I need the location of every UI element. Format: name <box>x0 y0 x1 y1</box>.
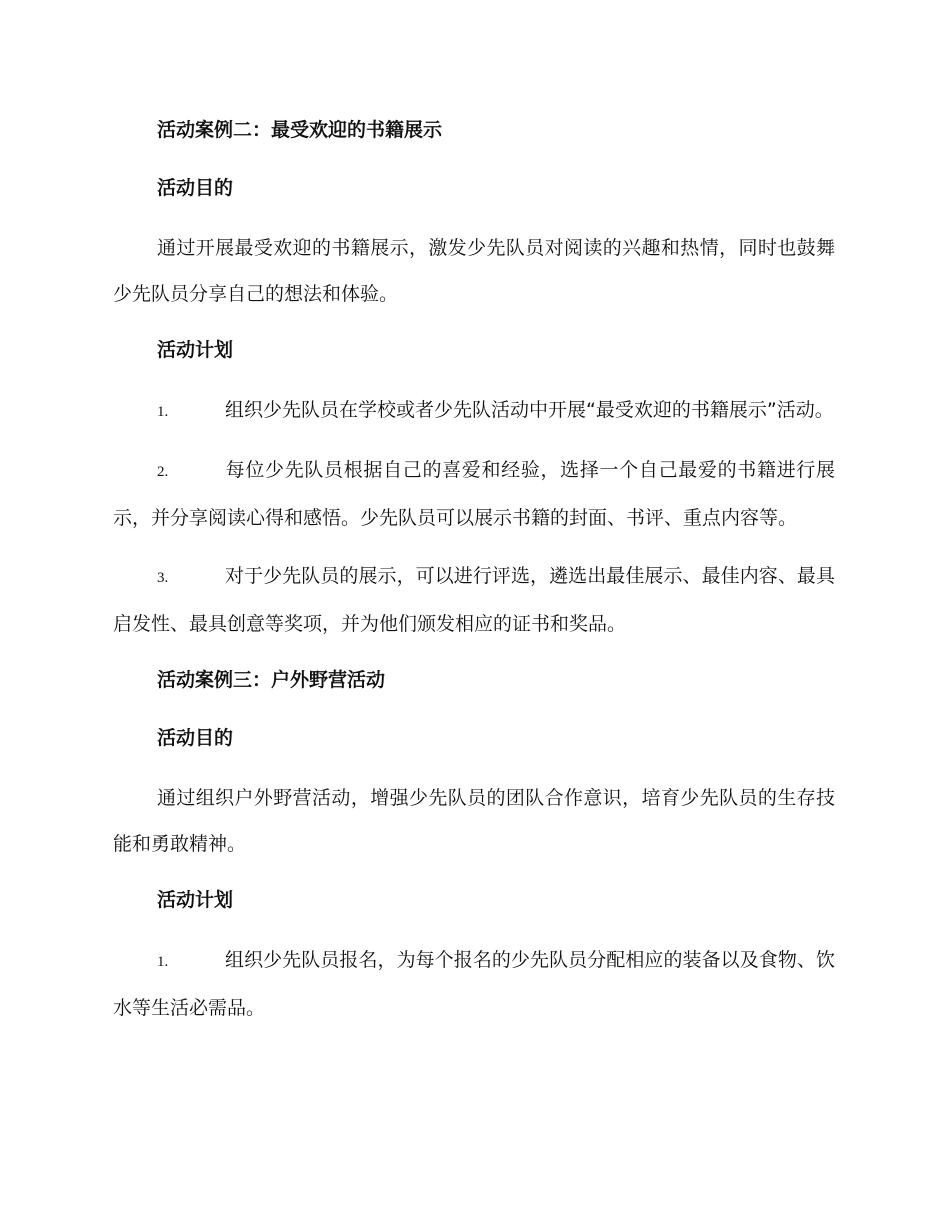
section-case-two <box>113 109 835 647</box>
document-body <box>113 109 835 1043</box>
plan-item-text: 对于少先队员的展示，可以进行评选，遴选出最佳展示、最佳内容、最具启发性、最具创意等奖项，并为他们颁发相应的证书和奖品。 <box>113 565 835 635</box>
plan-item-number: 1. <box>157 954 169 970</box>
plan-item-number: 2. <box>157 464 169 480</box>
purpose-paragraph: 通过组织户外野营活动，增强少先队员的团队合作意识，培育少先队员的生存技能和勇敢精神。 <box>113 787 835 855</box>
plan-item-text: 组织少先队员在学校或者少先队活动中开展“最受欢迎的书籍展示”活动。 <box>225 399 834 421</box>
plan-item-text: 组织少先队员报名，为每个报名的少先队员分配相应的装备以及食物、饮水等生活必需品。 <box>113 949 835 1019</box>
section-title: 活动案例三：户外野营活动 <box>157 669 386 691</box>
section-title: 活动案例二：最受欢迎的书籍展示 <box>157 119 443 141</box>
plan-item-text: 每位少先队员根据自己的喜爱和经验，选择一个自己最爱的书籍进行展示，并分享阅读心得和感悟。少先队员可以展示书籍的封面、书评、重点内容等。 <box>113 459 835 529</box>
plan-item <box>113 387 835 435</box>
section-case-three <box>113 659 835 1031</box>
plan-item-number: 3. <box>157 570 169 586</box>
plan-item <box>113 447 835 541</box>
plan-heading: 活动计划 <box>157 889 234 911</box>
plan-item <box>113 553 835 647</box>
purpose-heading: 活动目的 <box>157 177 234 199</box>
purpose-paragraph: 通过开展最受欢迎的书籍展示，激发少先队员对阅读的兴趣和热情，同时也鼓舞少先队员分享自己的想法和体验。 <box>113 237 835 305</box>
plan-item <box>113 937 835 1031</box>
purpose-heading: 活动目的 <box>157 727 234 749</box>
plan-heading: 活动计划 <box>157 339 234 361</box>
plan-item-number: 1. <box>157 404 169 420</box>
